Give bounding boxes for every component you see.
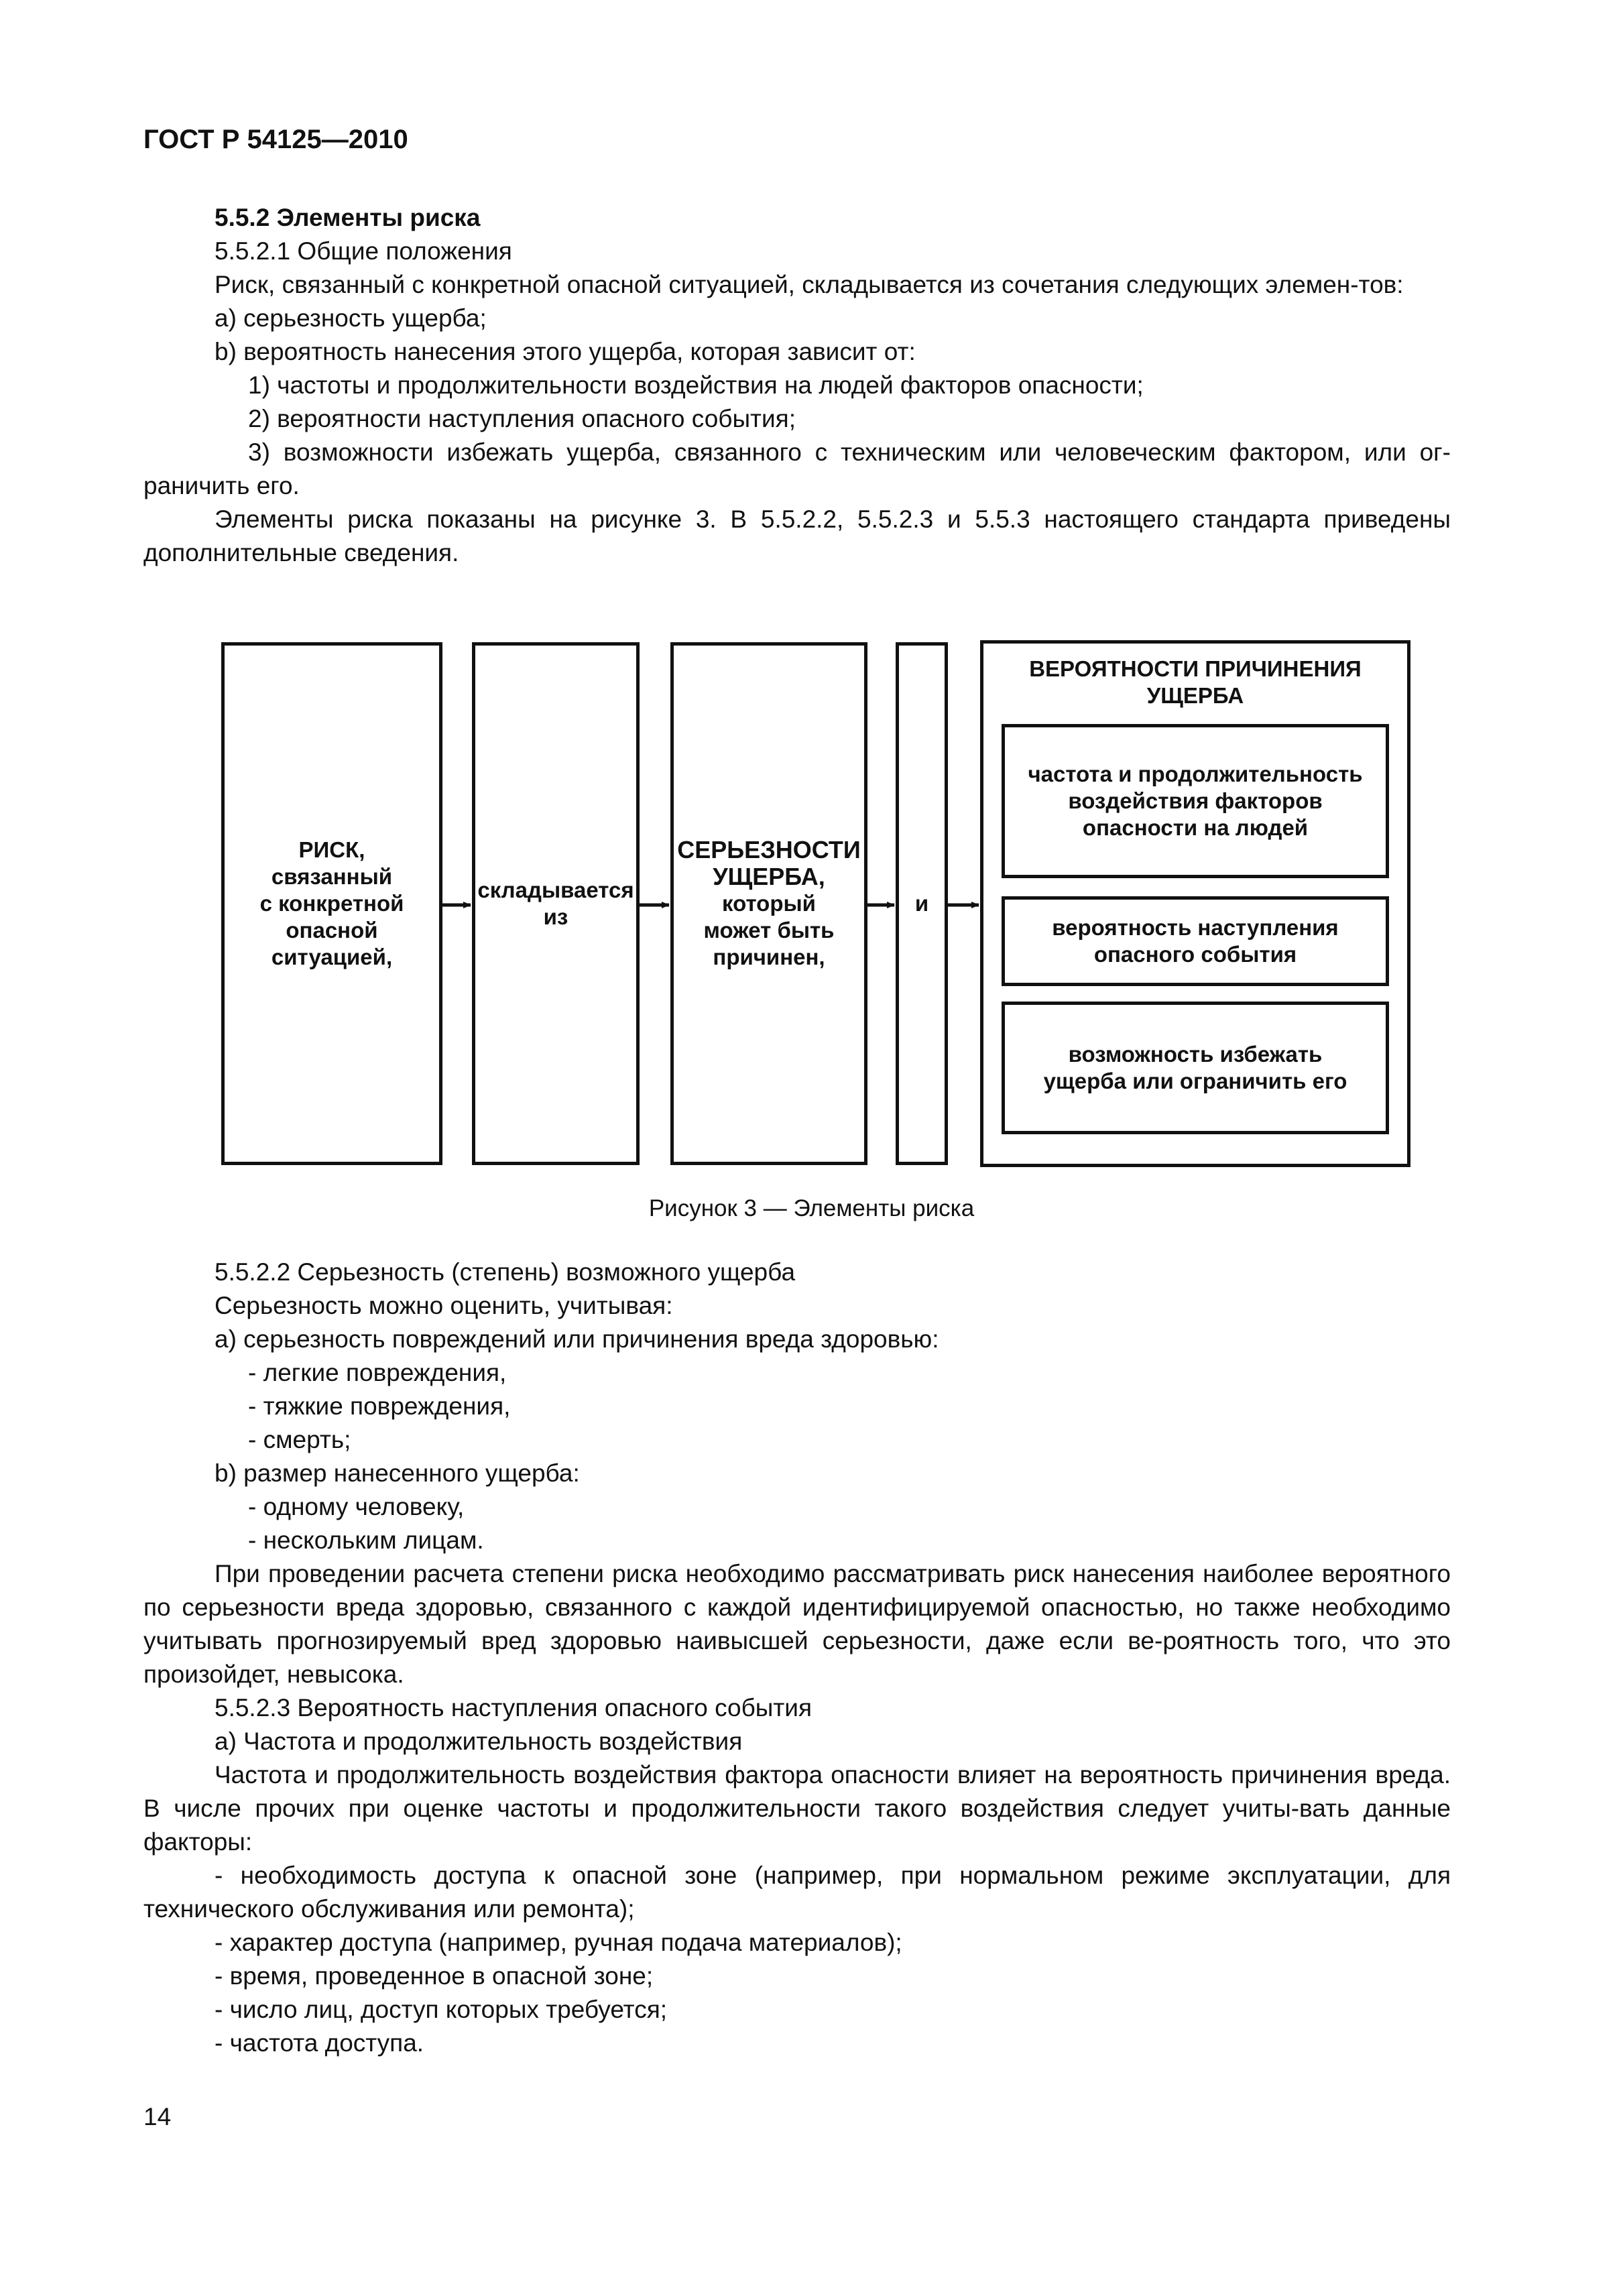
box-probability-avoidance-label: возможность избежать ущерба или ограничить его <box>1043 1042 1347 1093</box>
paragraph-frequency-duration: Частота и продолжительность воздействия фактора опасности влияет на вероятность причинения вреда. В числе прочих при оценке частоты и продолжительности такого воздействия следует учиты-вать данные факторы: <box>143 1761 1451 1856</box>
box-probability-avoidance <box>1002 1002 1389 1134</box>
heading-5-5-2: 5.5.2 Элементы риска <box>215 204 481 231</box>
paragraph-severity-intro: Серьезность можно оценить, учитывая: <box>215 1292 673 1319</box>
box-risk-label: РИСК, связанный с конкретной опасной ситуацией, <box>259 837 404 969</box>
subheading-5-5-2-1: 5.5.2.1 Общие положения <box>215 237 512 265</box>
box-severity-title: СЕРЬЕЗНОСТИ УЩЕРБА, <box>677 836 861 890</box>
list-item-one-person: - одному человеку, <box>248 1493 465 1520</box>
list-item-access-frequency: - частота доступа. <box>215 2029 424 2057</box>
box-consists-of <box>472 642 640 1165</box>
list-item-a: a) серьезность ущерба; <box>215 304 487 332</box>
box-severity <box>670 642 867 1165</box>
box-probability-event-label: вероятность наступления опасного события <box>1052 915 1339 967</box>
figure-caption: Рисунок 3 — Элементы риска <box>648 1195 975 1221</box>
list-item-b2: 2) вероятности наступления опасного события; <box>248 405 796 432</box>
document-code-header: ГОСТ Р 54125—2010 <box>143 125 408 154</box>
list-item-a-injuries: a) серьезность повреждений или причинения вреда здоровью: <box>215 1325 939 1353</box>
paragraph-risk-estimation: При проведении расчета степени риска необходимо рассматривать риск нанесения наиболее вероятного по серьезности вреда здоровью, связанного с каждой идентифицируемой опасностью, но также необходимо учитывать прогнозируемый вред здоровью наивысшей серьезности, даже если ве-роятность того, что это произойдет, невысока. <box>143 1560 1451 1688</box>
list-item-several-persons: - нескольким лицам. <box>248 1526 484 1554</box>
box-severity-label: который может быть причинен, <box>703 891 835 969</box>
box-and <box>896 642 948 1165</box>
list-item-b-extent: b) размер нанесенного ущерба: <box>215 1459 580 1487</box>
list-item-b3: 3) возможности избежать ущерба, связанного с техническим или человеческим фактором, или ог-раничить его. <box>143 438 1451 499</box>
box-probability-title: ВЕРОЯТНОСТИ ПРИЧИНЕНИЯ УЩЕРБА <box>1029 656 1362 708</box>
list-item-light-injuries: - легкие повреждения, <box>248 1359 507 1386</box>
list-item-number-of-persons: - число лиц, доступ которых требуется; <box>215 1996 668 2023</box>
box-probability-event <box>1002 896 1389 986</box>
subheading-5-5-2-3: 5.5.2.3 Вероятность наступления опасного события <box>215 1694 812 1721</box>
section-5-5-2-2 <box>143 1256 1451 2060</box>
list-item-severe-injuries: - тяжкие повреждения, <box>248 1392 511 1420</box>
list-item-b1: 1) частоты и продолжительности воздействия на людей факторов опасности; <box>248 371 1144 399</box>
box-probability-frequency-label: частота и продолжительность воздействия факторов опасности на людей <box>1028 762 1363 840</box>
box-and-label: и <box>914 891 929 916</box>
list-item-access-nature: - характер доступа (например, ручная подача материалов); <box>215 1929 902 1956</box>
list-item-death: - смерть; <box>248 1426 351 1453</box>
box-risk <box>221 642 442 1165</box>
subheading-frequency-duration: a) Частота и продолжительность воздействия <box>215 1728 743 1755</box>
section-5-5-2 <box>143 201 1451 570</box>
list-item-access-need: - необходимость доступа к опасной зоне (например, при нормальном режиме эксплуатации, для технического обслуживания или ремонта); <box>143 1862 1451 1923</box>
paragraph-figure-reference: Элементы риска показаны на рисунке 3. В 5.5.2.2, 5.5.2.3 и 5.5.3 настоящего стандарта приведены дополнительные сведения. <box>143 505 1451 566</box>
paragraph-risk-intro: Риск, связанный с конкретной опасной ситуацией, складывается из сочетания следующих элемен-тов: <box>215 271 1404 298</box>
page-number: 14 <box>143 2103 172 2130</box>
subheading-5-5-2-2: 5.5.2.2 Серьезность (степень) возможного ущерба <box>215 1258 796 1286</box>
list-item-b: b) вероятность нанесения этого ущерба, которая зависит от: <box>215 338 916 365</box>
box-probability-frequency <box>1002 724 1389 878</box>
list-item-time-spent: - время, проведенное в опасной зоне; <box>215 1962 654 1990</box>
box-consists-label: складывается из <box>477 878 634 929</box>
